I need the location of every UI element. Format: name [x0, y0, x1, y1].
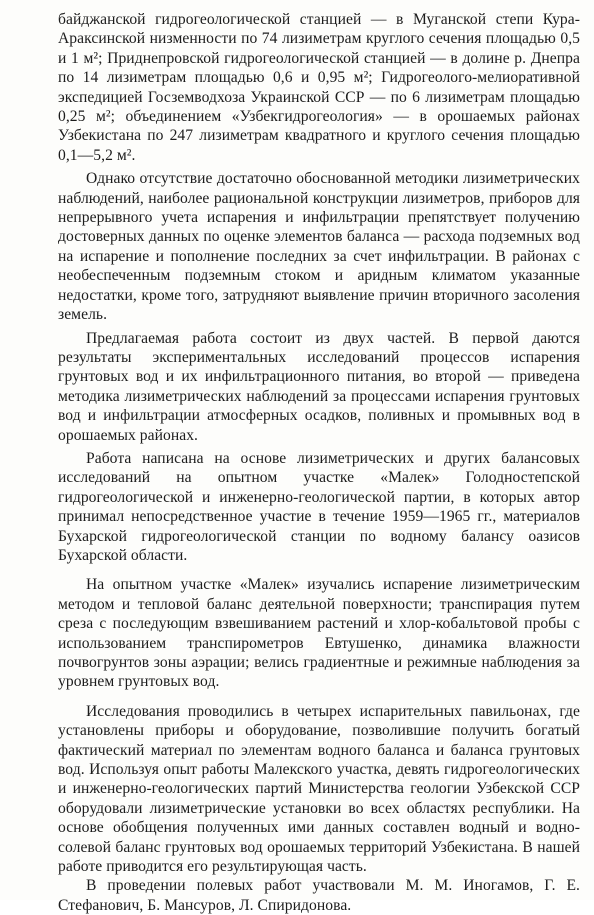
paragraph-field-participants: В проведении полевых работ участвовали М. М. Иногамов, Г. Е. Стефанович, Б. Мансуров, Л. Спиридонова. — [58, 877, 580, 914]
paragraph-malek-studies: На опытном участке «Малек» изучались испарение лизиметрическим методом и тепловой баланс деятельной поверхности; транспирация путем среза с последующим взвешиванием растений и хлор-кобальтовой пробы с использованием транспирометров Евтушенко, динамика влажности почвогрунтов зоны аэрации; велись градиентные и режимные наблюдения за уровнем грунтовых вод. — [58, 576, 580, 691]
body-text — [58, 10, 580, 915]
paragraph-work-structure: Предлагаемая работа состоит из двух частей. В первой даются результаты экспериментальных исследований процессов испарения грунтовых вод и их инфильтрационного питания, во второй — приведена методика лизиметрических наблюдений за процессами испарения грунтовых вод и инфильтрации атмосферных осадков, поливных и промывных вод в орошаемых районах. — [58, 329, 580, 444]
paragraph-research-pavilions: Исследования проводились в четырех испарительных павильонах, где установлены приборы и оборудование, позволившие получить богатый фактический материал по элементам водного баланса и баланса грунтовых вод. Используя опыт работы Малекского участка, девять гидрогеологических и инженерно-геологических партий Министерства геологии Узбекской ССР оборудовали лизиметрические установки во всех областях республики. На основе обобщения полученных ими данных составлен водный и водно-солевой баланс грунтовых вод орошаемых территорий Узбекистана. В нашей работе приводится его результирующая часть. — [58, 702, 580, 876]
paragraph-lysimeter-networks: байджанской гидрогеологической станцией — в Муганской степи Кура-Араксинской низменности по 74 лизиметрам круглого сечения площадью 0,5 и 1 м²; Приднепровской гидрогеологической станцией — в долине р. Днепра по 14 лизиметрам площадью 0,6 и 0,95 м²; Гидрогеолого-мелиоративной экспедицией Госземводхоза Украинской ССР — по 6 лизиметрам площадью 0,25 м²; объединением «Узбекгидрогеология» — в орошаемых районах Узбекистана по 247 лизиметрам квадратного и круглого сечения площадью 0,1—5,2 м². — [58, 11, 580, 164]
paragraph-work-sources: Работа написана на основе лизиметрических и других балансовых исследований на опытном участке «Малек» Голодностепской гидрогеологической и инженерно-геологической партии, в которых автор принимал непосредственное участие в течение 1959—1965 гг., материалов Бухарской гидрогеологической станции по водному балансу оазисов Бухарской области. — [58, 449, 580, 564]
paragraph-methodology-problems: Однако отсутствие достаточно обоснованной методики лизиметрических наблюдений, наиболее рациональной конструкции лизиметров, приборов для непрерывного учета испарения и инфильтрации препятствует получению достоверных данных по оценке элементов баланса — расхода подземных вод на испарение и пополнение последних за счет инфильтрации. В районах с необеспеченным подземным стоком и аридным климатом указанные недостатки, кроме того, затрудняют выявление причин вторичного засоления земель. — [58, 170, 580, 324]
